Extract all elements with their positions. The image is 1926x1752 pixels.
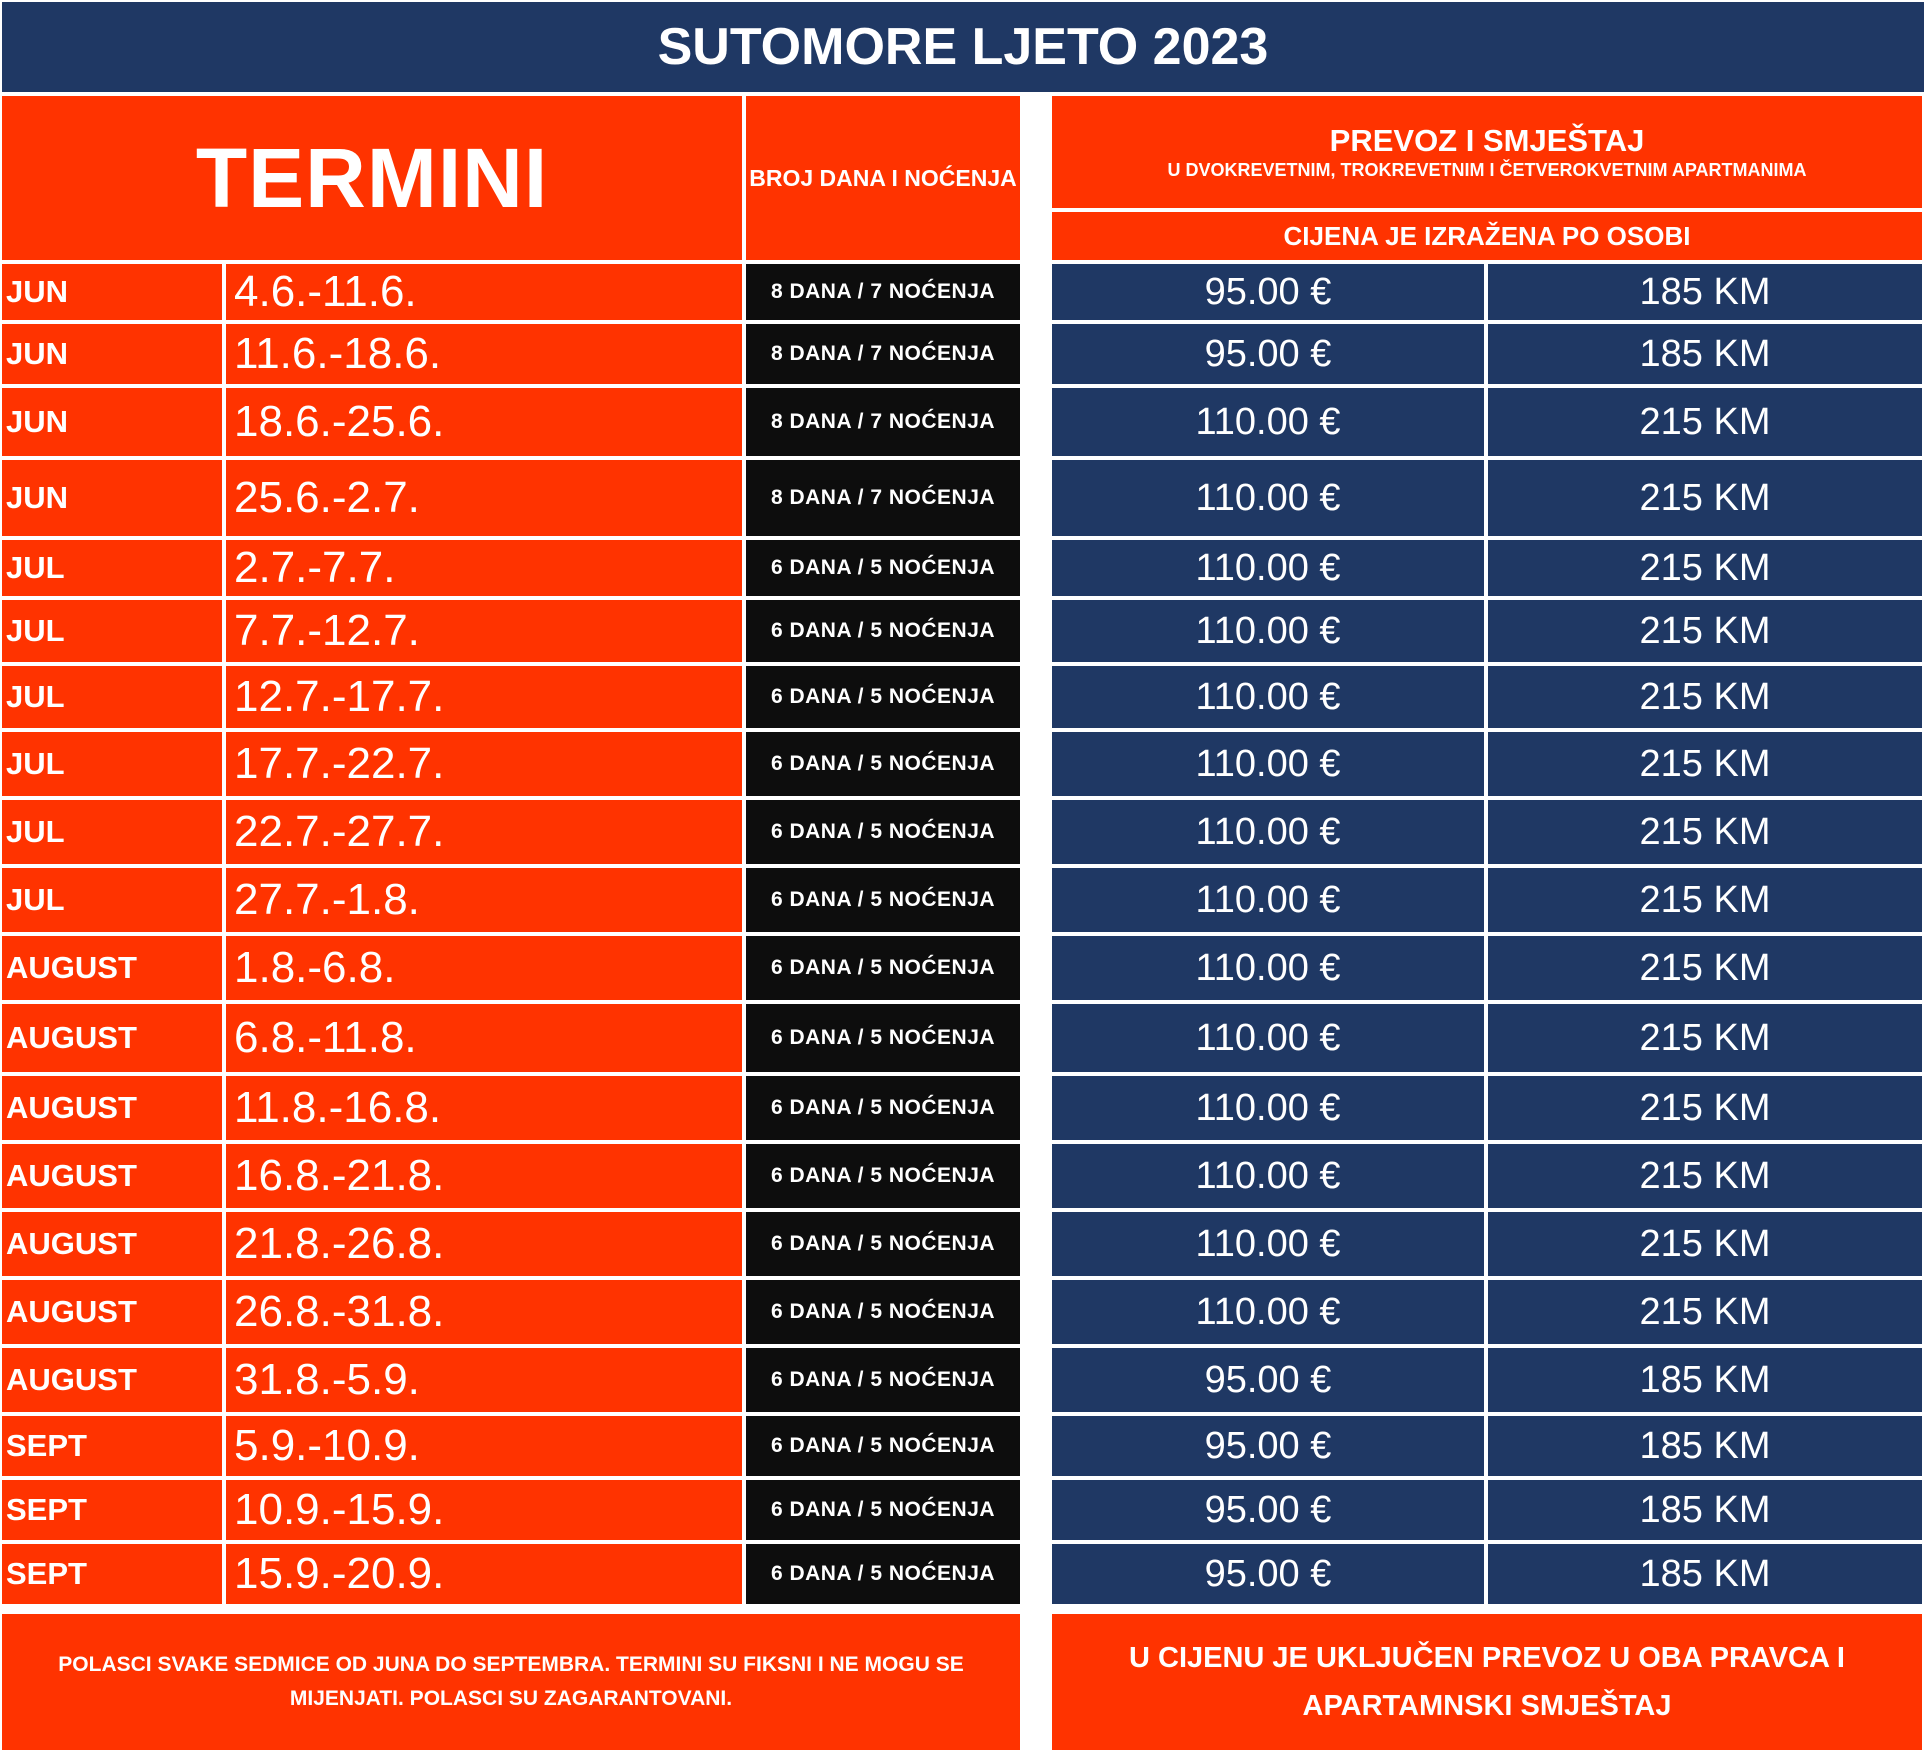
- row-dates: 26.8.-31.8.: [226, 1280, 742, 1344]
- row-price-eur: 95.00 €: [1052, 1544, 1484, 1604]
- cijena-header: CIJENA JE IZRAŽENA PO OSOBI: [1052, 212, 1922, 260]
- row-price-eur: 110.00 €: [1052, 800, 1484, 864]
- row-price-eur: 110.00 €: [1052, 1004, 1484, 1072]
- row-month: SEPT: [2, 1544, 222, 1604]
- row-month: AUGUST: [2, 1004, 222, 1072]
- row-price-eur: 110.00 €: [1052, 1144, 1484, 1208]
- row-dates: 1.8.-6.8.: [226, 936, 742, 1000]
- row-price-eur: 110.00 €: [1052, 1076, 1484, 1140]
- row-month: AUGUST: [2, 1076, 222, 1140]
- row-price-eur: 110.00 €: [1052, 666, 1484, 728]
- row-nights: 6 DANA / 5 NOĆENJA: [746, 1212, 1020, 1276]
- row-month: JUN: [2, 460, 222, 536]
- row-nights: 6 DANA / 5 NOĆENJA: [746, 1144, 1020, 1208]
- row-dates: 15.9.-20.9.: [226, 1544, 742, 1604]
- row-month: AUGUST: [2, 1280, 222, 1344]
- row-month: SEPT: [2, 1480, 222, 1540]
- prevoz-title: PREVOZ I SMJEŠTAJ: [1329, 123, 1645, 158]
- prevoz-header: [1052, 96, 1922, 208]
- row-price-km: 215 KM: [1488, 1004, 1922, 1072]
- row-price-eur: 110.00 €: [1052, 460, 1484, 536]
- row-dates: 17.7.-22.7.: [226, 732, 742, 796]
- row-price-km: 185 KM: [1488, 324, 1922, 384]
- row-nights: 6 DANA / 5 NOĆENJA: [746, 1348, 1020, 1412]
- row-month: JUL: [2, 800, 222, 864]
- row-month: AUGUST: [2, 1348, 222, 1412]
- row-dates: 11.8.-16.8.: [226, 1076, 742, 1140]
- row-price-km: 185 KM: [1488, 264, 1922, 320]
- row-nights: 6 DANA / 5 NOĆENJA: [746, 936, 1020, 1000]
- row-price-eur: 95.00 €: [1052, 324, 1484, 384]
- row-nights: 6 DANA / 5 NOĆENJA: [746, 540, 1020, 596]
- row-dates: 31.8.-5.9.: [226, 1348, 742, 1412]
- row-price-eur: 110.00 €: [1052, 1212, 1484, 1276]
- row-nights: 6 DANA / 5 NOĆENJA: [746, 1544, 1020, 1604]
- row-price-km: 215 KM: [1488, 800, 1922, 864]
- row-price-km: 185 KM: [1488, 1348, 1922, 1412]
- row-month: AUGUST: [2, 936, 222, 1000]
- broj-dana-header-label: BROJ DANA I NOĆENJA: [749, 165, 1017, 191]
- row-month: SEPT: [2, 1416, 222, 1476]
- row-nights: 6 DANA / 5 NOĆENJA: [746, 1480, 1020, 1540]
- row-price-km: 185 KM: [1488, 1544, 1922, 1604]
- row-dates: 6.8.-11.8.: [226, 1004, 742, 1072]
- row-price-km: 215 KM: [1488, 540, 1922, 596]
- row-price-eur: 95.00 €: [1052, 1348, 1484, 1412]
- row-dates: 10.9.-15.9.: [226, 1480, 742, 1540]
- row-dates: 22.7.-27.7.: [226, 800, 742, 864]
- row-dates: 27.7.-1.8.: [226, 868, 742, 932]
- row-price-eur: 110.00 €: [1052, 1280, 1484, 1344]
- row-nights: 8 DANA / 7 NOĆENJA: [746, 324, 1020, 384]
- row-price-km: 215 KM: [1488, 388, 1922, 456]
- row-nights: 6 DANA / 5 NOĆENJA: [746, 1004, 1020, 1072]
- termini-header: TERMINI: [2, 96, 742, 260]
- row-nights: 6 DANA / 5 NOĆENJA: [746, 600, 1020, 662]
- row-month: JUL: [2, 540, 222, 596]
- row-dates: 2.7.-7.7.: [226, 540, 742, 596]
- row-price-eur: 95.00 €: [1052, 1480, 1484, 1540]
- row-month: JUL: [2, 666, 222, 728]
- footer-included-note: U CIJENU JE UKLJUČEN PREVOZ U OBA PRAVCA I APARTAMNSKI SMJEŠTAJ: [1052, 1614, 1922, 1750]
- row-month: JUL: [2, 868, 222, 932]
- row-price-km: 215 KM: [1488, 868, 1922, 932]
- row-month: JUN: [2, 264, 222, 320]
- broj-dana-header: [746, 96, 1020, 260]
- row-dates: 7.7.-12.7.: [226, 600, 742, 662]
- row-price-eur: 110.00 €: [1052, 732, 1484, 796]
- row-month: AUGUST: [2, 1212, 222, 1276]
- row-price-eur: 95.00 €: [1052, 1416, 1484, 1476]
- row-nights: 6 DANA / 5 NOĆENJA: [746, 1076, 1020, 1140]
- row-month: JUL: [2, 732, 222, 796]
- row-dates: 11.6.-18.6.: [226, 324, 742, 384]
- row-month: JUN: [2, 388, 222, 456]
- row-price-km: 185 KM: [1488, 1416, 1922, 1476]
- row-price-eur: 110.00 €: [1052, 600, 1484, 662]
- row-price-km: 215 KM: [1488, 1212, 1922, 1276]
- row-nights: 6 DANA / 5 NOĆENJA: [746, 868, 1020, 932]
- row-price-km: 215 KM: [1488, 460, 1922, 536]
- footer-departures-note: POLASCI SVAKE SEDMICE OD JUNA DO SEPTEMBRA. TERMINI SU FIKSNI I NE MOGU SE MIJENJATI. POLASCI SU ZAGARANTOVANI.: [2, 1614, 1020, 1750]
- row-nights: 6 DANA / 5 NOĆENJA: [746, 666, 1020, 728]
- row-price-eur: 110.00 €: [1052, 936, 1484, 1000]
- row-nights: 6 DANA / 5 NOĆENJA: [746, 1280, 1020, 1344]
- row-price-km: 215 KM: [1488, 1144, 1922, 1208]
- row-dates: 5.9.-10.9.: [226, 1416, 742, 1476]
- row-dates: 16.8.-21.8.: [226, 1144, 742, 1208]
- page-title: SUTOMORE LJETO 2023: [2, 2, 1924, 92]
- row-nights: 6 DANA / 5 NOĆENJA: [746, 1416, 1020, 1476]
- row-price-km: 185 KM: [1488, 1480, 1922, 1540]
- row-month: JUN: [2, 324, 222, 384]
- row-nights: 8 DANA / 7 NOĆENJA: [746, 460, 1020, 536]
- row-price-km: 215 KM: [1488, 1076, 1922, 1140]
- row-price-km: 215 KM: [1488, 600, 1922, 662]
- row-dates: 18.6.-25.6.: [226, 388, 742, 456]
- row-price-km: 215 KM: [1488, 732, 1922, 796]
- row-nights: 6 DANA / 5 NOĆENJA: [746, 800, 1020, 864]
- row-dates: 21.8.-26.8.: [226, 1212, 742, 1276]
- row-price-eur: 110.00 €: [1052, 540, 1484, 596]
- row-month: AUGUST: [2, 1144, 222, 1208]
- row-price-eur: 95.00 €: [1052, 264, 1484, 320]
- row-price-km: 215 KM: [1488, 936, 1922, 1000]
- row-nights: 8 DANA / 7 NOĆENJA: [746, 388, 1020, 456]
- row-month: JUL: [2, 600, 222, 662]
- prevoz-subtitle: U DVOKREVETNIM, TROKREVETNIM I ČETVEROKVETNIM APARTMANIMA: [1167, 160, 1807, 180]
- row-nights: 8 DANA / 7 NOĆENJA: [746, 264, 1020, 320]
- row-nights: 6 DANA / 5 NOĆENJA: [746, 732, 1020, 796]
- row-price-eur: 110.00 €: [1052, 388, 1484, 456]
- row-price-eur: 110.00 €: [1052, 868, 1484, 932]
- row-dates: 4.6.-11.6.: [226, 264, 742, 320]
- row-price-km: 215 KM: [1488, 1280, 1922, 1344]
- row-price-km: 215 KM: [1488, 666, 1922, 728]
- row-dates: 25.6.-2.7.: [226, 460, 742, 536]
- row-dates: 12.7.-17.7.: [226, 666, 742, 728]
